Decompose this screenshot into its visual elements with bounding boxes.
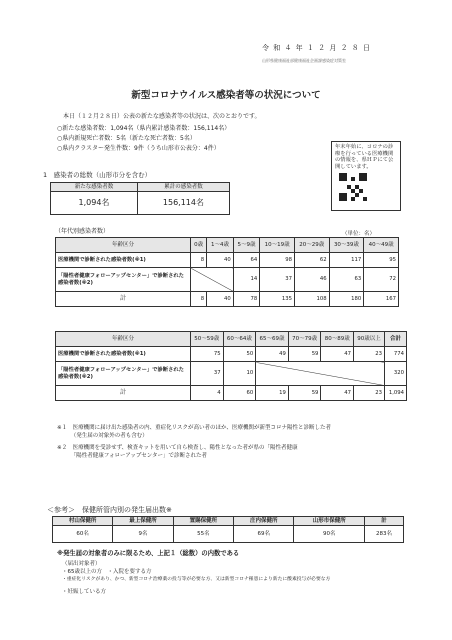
table-cell: 167: [364, 292, 399, 307]
table-cell: 117: [329, 253, 364, 268]
table-row: [56, 292, 399, 307]
new-cases-line: ○新たな感染者数：1,094名（県内累計感染者数：156,114名）: [57, 125, 231, 132]
age-header-cell: 40〜49歳: [364, 238, 399, 253]
table-cell-empty: [191, 268, 234, 292]
row-label: 医療機関で診断された感染者数(※1): [56, 347, 191, 362]
center-value: 90名: [294, 526, 365, 543]
center-header: 庄内保健所: [234, 517, 294, 526]
footer-note: ・65歳以上の方 ・入院を要する方: [62, 569, 152, 575]
table-cell: 23: [354, 347, 385, 362]
health-center-table: [52, 516, 404, 543]
department: 山形県健康福祉部健康福祉企画課感染症対策室: [262, 58, 346, 63]
table-row: [56, 268, 399, 292]
footer-note: （届出対象者）: [62, 561, 101, 567]
center-value: 9名: [113, 526, 173, 543]
table-cell: 60: [223, 386, 256, 401]
table-cell: 63: [329, 268, 364, 292]
table-cell: 59: [288, 386, 321, 401]
page-title: 新型コロナウイルス感染者等の状況について: [131, 90, 321, 101]
table-cell: 72: [364, 268, 399, 292]
cumulative-header: 累計の感染者数: [137, 183, 229, 192]
row-label: 医療機関で診断された感染者数(※1): [56, 253, 191, 268]
table-cell: 98: [260, 253, 295, 268]
footer-note: ・重症化リスクがあり、かつ、新型コロナ治療薬の投与等が必要な方、又は新型コロナ罹患により新たに酸素投与が必要な方: [62, 577, 331, 582]
table-row: [56, 253, 399, 268]
table-row: [56, 347, 407, 362]
age-header-cell: 10〜19歳: [260, 238, 295, 253]
center-value: 55名: [173, 526, 233, 543]
note-1-cont: （発生届の対象外の者も含む）: [57, 433, 148, 439]
intro-text: 本日（１２月２８日）公表の新たな感染者等の状況は、次のとおりです。: [63, 113, 261, 120]
footer-note: ・妊娠している方: [62, 589, 107, 595]
row-label: 「陽性者健康フォローアップセンター」で診断された感染者数(※2): [56, 268, 191, 292]
deaths-line: ○県内新規死亡者数：5名（新たな死亡者数：5名）: [57, 135, 196, 142]
age-header-cell: 80〜89歳: [321, 332, 354, 347]
table-cell: 14: [233, 268, 260, 292]
total-cases-table: [50, 182, 230, 215]
table-cell: 4: [191, 386, 224, 401]
age-header-cell: 5〜9歳: [233, 238, 260, 253]
table-cell: 8: [191, 253, 207, 268]
note-1: ※１ 医療機関に届け出た感染者の内、重症化リスクが高い者のほか、医療機関が新型コロナ陽性と診断した者: [57, 425, 332, 431]
row-label: 「陽性者健康フォローアップセンター」で診断された感染者数(※2): [56, 362, 191, 386]
center-header: 計: [365, 517, 404, 526]
age-header-cell: 90歳以上: [354, 332, 385, 347]
table-cell: 95: [364, 253, 399, 268]
table-cell: 62: [294, 253, 329, 268]
age-header-cell: 60〜64歳: [223, 332, 256, 347]
qr-code-icon[interactable]: [339, 173, 367, 201]
table-cell: 59: [288, 347, 321, 362]
table-cell: 320: [385, 362, 407, 386]
age-header-cell: 0歳: [191, 238, 207, 253]
footer-note-main: ※発生届の対象者のみに限るため、上記１（総数）の内数である: [57, 550, 240, 557]
center-header: 山形市保健所: [294, 517, 365, 526]
table-cell: 64: [233, 253, 260, 268]
age-header-cell: 20〜29歳: [294, 238, 329, 253]
age-header-cell: 50〜59歳: [191, 332, 224, 347]
table-row: [56, 362, 407, 386]
date: 令 和 ４ 年 １ ２ 月 ２ ８ 日: [262, 44, 372, 52]
clusters-line: ○県内クラスター発生件数：9件（うち山形市公表分：4件）: [57, 145, 220, 152]
new-cases-header: 新たな感染者数: [51, 183, 138, 192]
table-cell: 49: [256, 347, 289, 362]
reference-title: ＜参考＞ 保健所管内別の発生届出数※: [47, 506, 172, 514]
table-cell: 23: [354, 386, 385, 401]
section1-title: 1 感染者の総数（山形市分を含む）: [43, 171, 152, 179]
notice-text: 年末年始に、コロナの診療を行っている医療機関の情報を、県ＨＰにて公開しています。: [335, 144, 394, 170]
total-label: 計: [56, 386, 191, 401]
table-cell: 10: [223, 362, 256, 386]
age-header-cell: 65〜69歳: [256, 332, 289, 347]
age-header-cell: 30〜39歳: [329, 238, 364, 253]
age-table-caption: （年代別感染者数）: [55, 228, 110, 235]
table-cell-empty: [256, 362, 385, 386]
age-header-label: 年齢区分: [56, 238, 191, 253]
table-row: [53, 526, 404, 543]
note-2-cont: 「陽性者健康フォローアップセンター」で診断された者: [57, 453, 208, 459]
table-cell: 75: [191, 347, 224, 362]
table-cell: 47: [321, 386, 354, 401]
center-header: 置賜保健所: [173, 517, 233, 526]
age-table-part2: [55, 331, 407, 401]
center-value: 60名: [53, 526, 113, 543]
table-cell: 135: [260, 292, 295, 307]
note-2: ※２ 医療機関を受診せず、検査キットを用いて自ら検査し、陽性となった者が県の「陽性者健康: [57, 445, 298, 451]
table-cell: 40: [207, 292, 234, 307]
unit-label: （単位：名）: [342, 231, 376, 237]
table-cell: 46: [294, 268, 329, 292]
total-label: 計: [56, 292, 191, 307]
table-cell: 40: [207, 253, 234, 268]
new-cases-value: 1,094名: [51, 192, 138, 215]
table-cell: 180: [329, 292, 364, 307]
age-header-label: 年齢区分: [56, 332, 191, 347]
table-cell: 37: [260, 268, 295, 292]
notice-box: [331, 141, 401, 211]
table-row: [56, 386, 407, 401]
center-header: 村山保健所: [53, 517, 113, 526]
table-cell: 37: [191, 362, 224, 386]
age-header-cell: 70〜79歳: [288, 332, 321, 347]
age-table-part1: [55, 237, 399, 307]
table-cell: 19: [256, 386, 289, 401]
center-header: 最上保健所: [113, 517, 173, 526]
age-header-cell: 1〜4歳: [207, 238, 234, 253]
table-cell: 8: [191, 292, 207, 307]
table-cell: 108: [294, 292, 329, 307]
table-cell: 78: [233, 292, 260, 307]
table-cell: 774: [385, 347, 407, 362]
total-header: 合計: [385, 332, 407, 347]
center-value: 69名: [234, 526, 294, 543]
table-cell: 1,094: [385, 386, 407, 401]
table-cell: 50: [223, 347, 256, 362]
table-cell: 47: [321, 347, 354, 362]
cumulative-value: 156,114名: [137, 192, 229, 215]
center-value: 283名: [365, 526, 404, 543]
